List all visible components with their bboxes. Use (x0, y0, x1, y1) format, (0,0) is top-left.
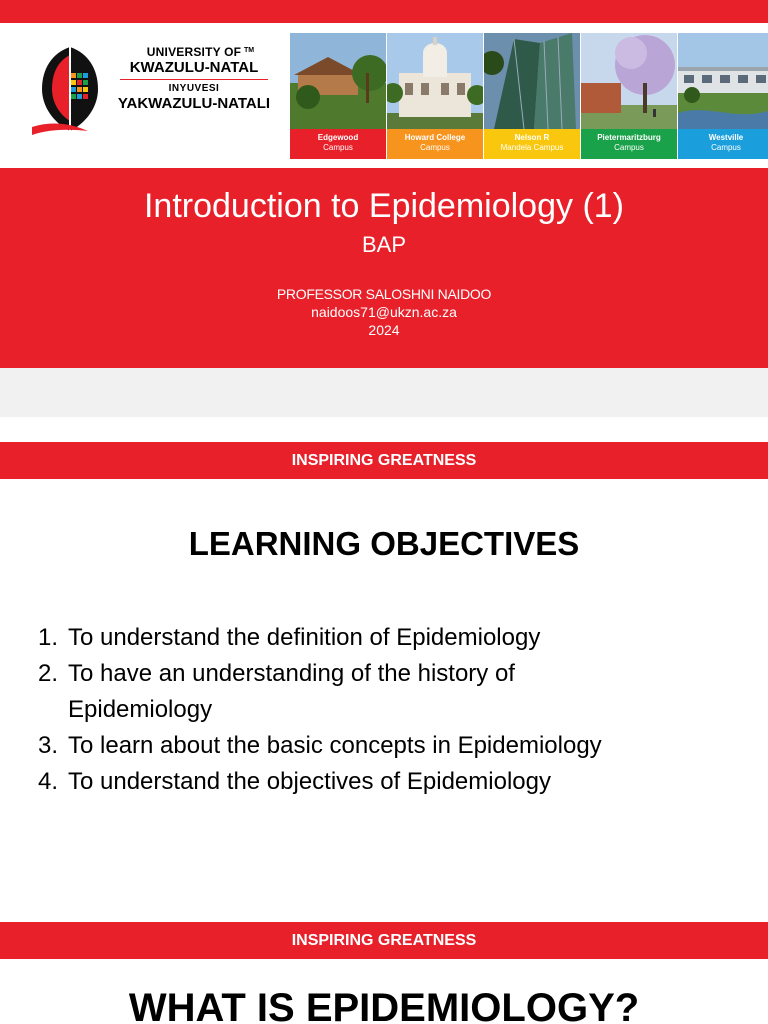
list-item-number: 2. (38, 660, 59, 687)
footer-tagline-bar: INSPIRING GREATNESS (0, 442, 768, 479)
list-item-line: To have an understanding of the history of (68, 660, 515, 687)
list-item-text (68, 656, 515, 728)
campus-name: Nelson R (514, 133, 550, 142)
campus-howard-college (387, 33, 483, 159)
logo-line-yakwazulu-natali: YAKWAZULU-NATALI (117, 95, 271, 112)
top-red-strip (0, 0, 768, 23)
list-item-number: 3. (38, 732, 59, 759)
ukzn-logo (30, 41, 270, 141)
ukzn-wordmark (114, 45, 274, 112)
logo-line-inyuvesi: INYUVESI (168, 83, 220, 94)
presentation-year: 2024 (368, 322, 400, 338)
list-item (38, 656, 738, 728)
campus-name: Howard College (404, 133, 466, 142)
campus-label-nelson-mandela (484, 129, 580, 159)
list-item-line: Epidemiology (68, 696, 213, 723)
slide-title: Introduction to Epidemiology (1) (143, 187, 625, 225)
campus-sub: Campus (711, 143, 741, 152)
list-item-number: 1. (38, 624, 59, 651)
logo-line-university-of: UNIVERSITY OF (146, 45, 242, 59)
slide-subtitle: BAP (361, 232, 407, 257)
campus-sub: Campus (614, 143, 644, 152)
title-band (0, 168, 768, 368)
ukzn-shield-icon (30, 43, 110, 137)
list-item-text: To understand the definition of Epidemiology (68, 624, 541, 651)
campus-sub: Mandela Campus (500, 143, 564, 152)
list-item (38, 728, 738, 764)
campus-name: Westville (708, 133, 744, 142)
objectives-list (38, 620, 738, 800)
campus-photo-edgewood (290, 33, 386, 129)
slide-header (0, 23, 768, 168)
presenter-name: PROFESSOR SALOSHNI NAIDOO (276, 286, 492, 302)
list-item-text: To understand the objectives of Epidemiology (68, 768, 551, 795)
logo-line-kwazulu-natal: KWAZULU-NATAL (129, 59, 259, 76)
campus-sub: Campus (420, 143, 450, 152)
campus-photo-nelson-mandela (484, 33, 580, 129)
list-item-text: To learn about the basic concepts in Epidemiology (68, 732, 602, 759)
campus-pietermaritzburg (581, 33, 677, 159)
campus-label-pietermaritzburg (581, 129, 677, 159)
campus-name: Pietermaritzburg (597, 133, 661, 142)
campus-edgewood (290, 33, 386, 159)
list-item (38, 764, 738, 800)
presenter-email: naidoos71@ukzn.ac.za (311, 304, 457, 320)
slide-bottom-band (0, 368, 768, 417)
campus-nelson-mandela (484, 33, 580, 159)
logo-divider (120, 79, 268, 80)
trademark-mark: TM (244, 47, 255, 54)
campus-photo-pietermaritzburg (581, 33, 677, 129)
list-item (38, 620, 738, 656)
campus-label-howard-college (387, 129, 483, 159)
campus-photo-westville (678, 33, 768, 129)
campus-westville (678, 33, 768, 159)
campus-name: Edgewood (317, 133, 359, 142)
objectives-heading: LEARNING OBJECTIVES (188, 525, 580, 562)
campus-label-westville (678, 129, 768, 159)
campus-photo-howard-college (387, 33, 483, 129)
list-item-number: 4. (38, 768, 59, 795)
footer-tagline-bar-2: INSPIRING GREATNESS (0, 922, 768, 959)
campus-sub: Campus (323, 143, 353, 152)
campus-label-edgewood (290, 129, 386, 159)
next-slide-heading: WHAT IS EPIDEMIOLOGY? (128, 986, 640, 1024)
campus-strip (290, 33, 768, 159)
